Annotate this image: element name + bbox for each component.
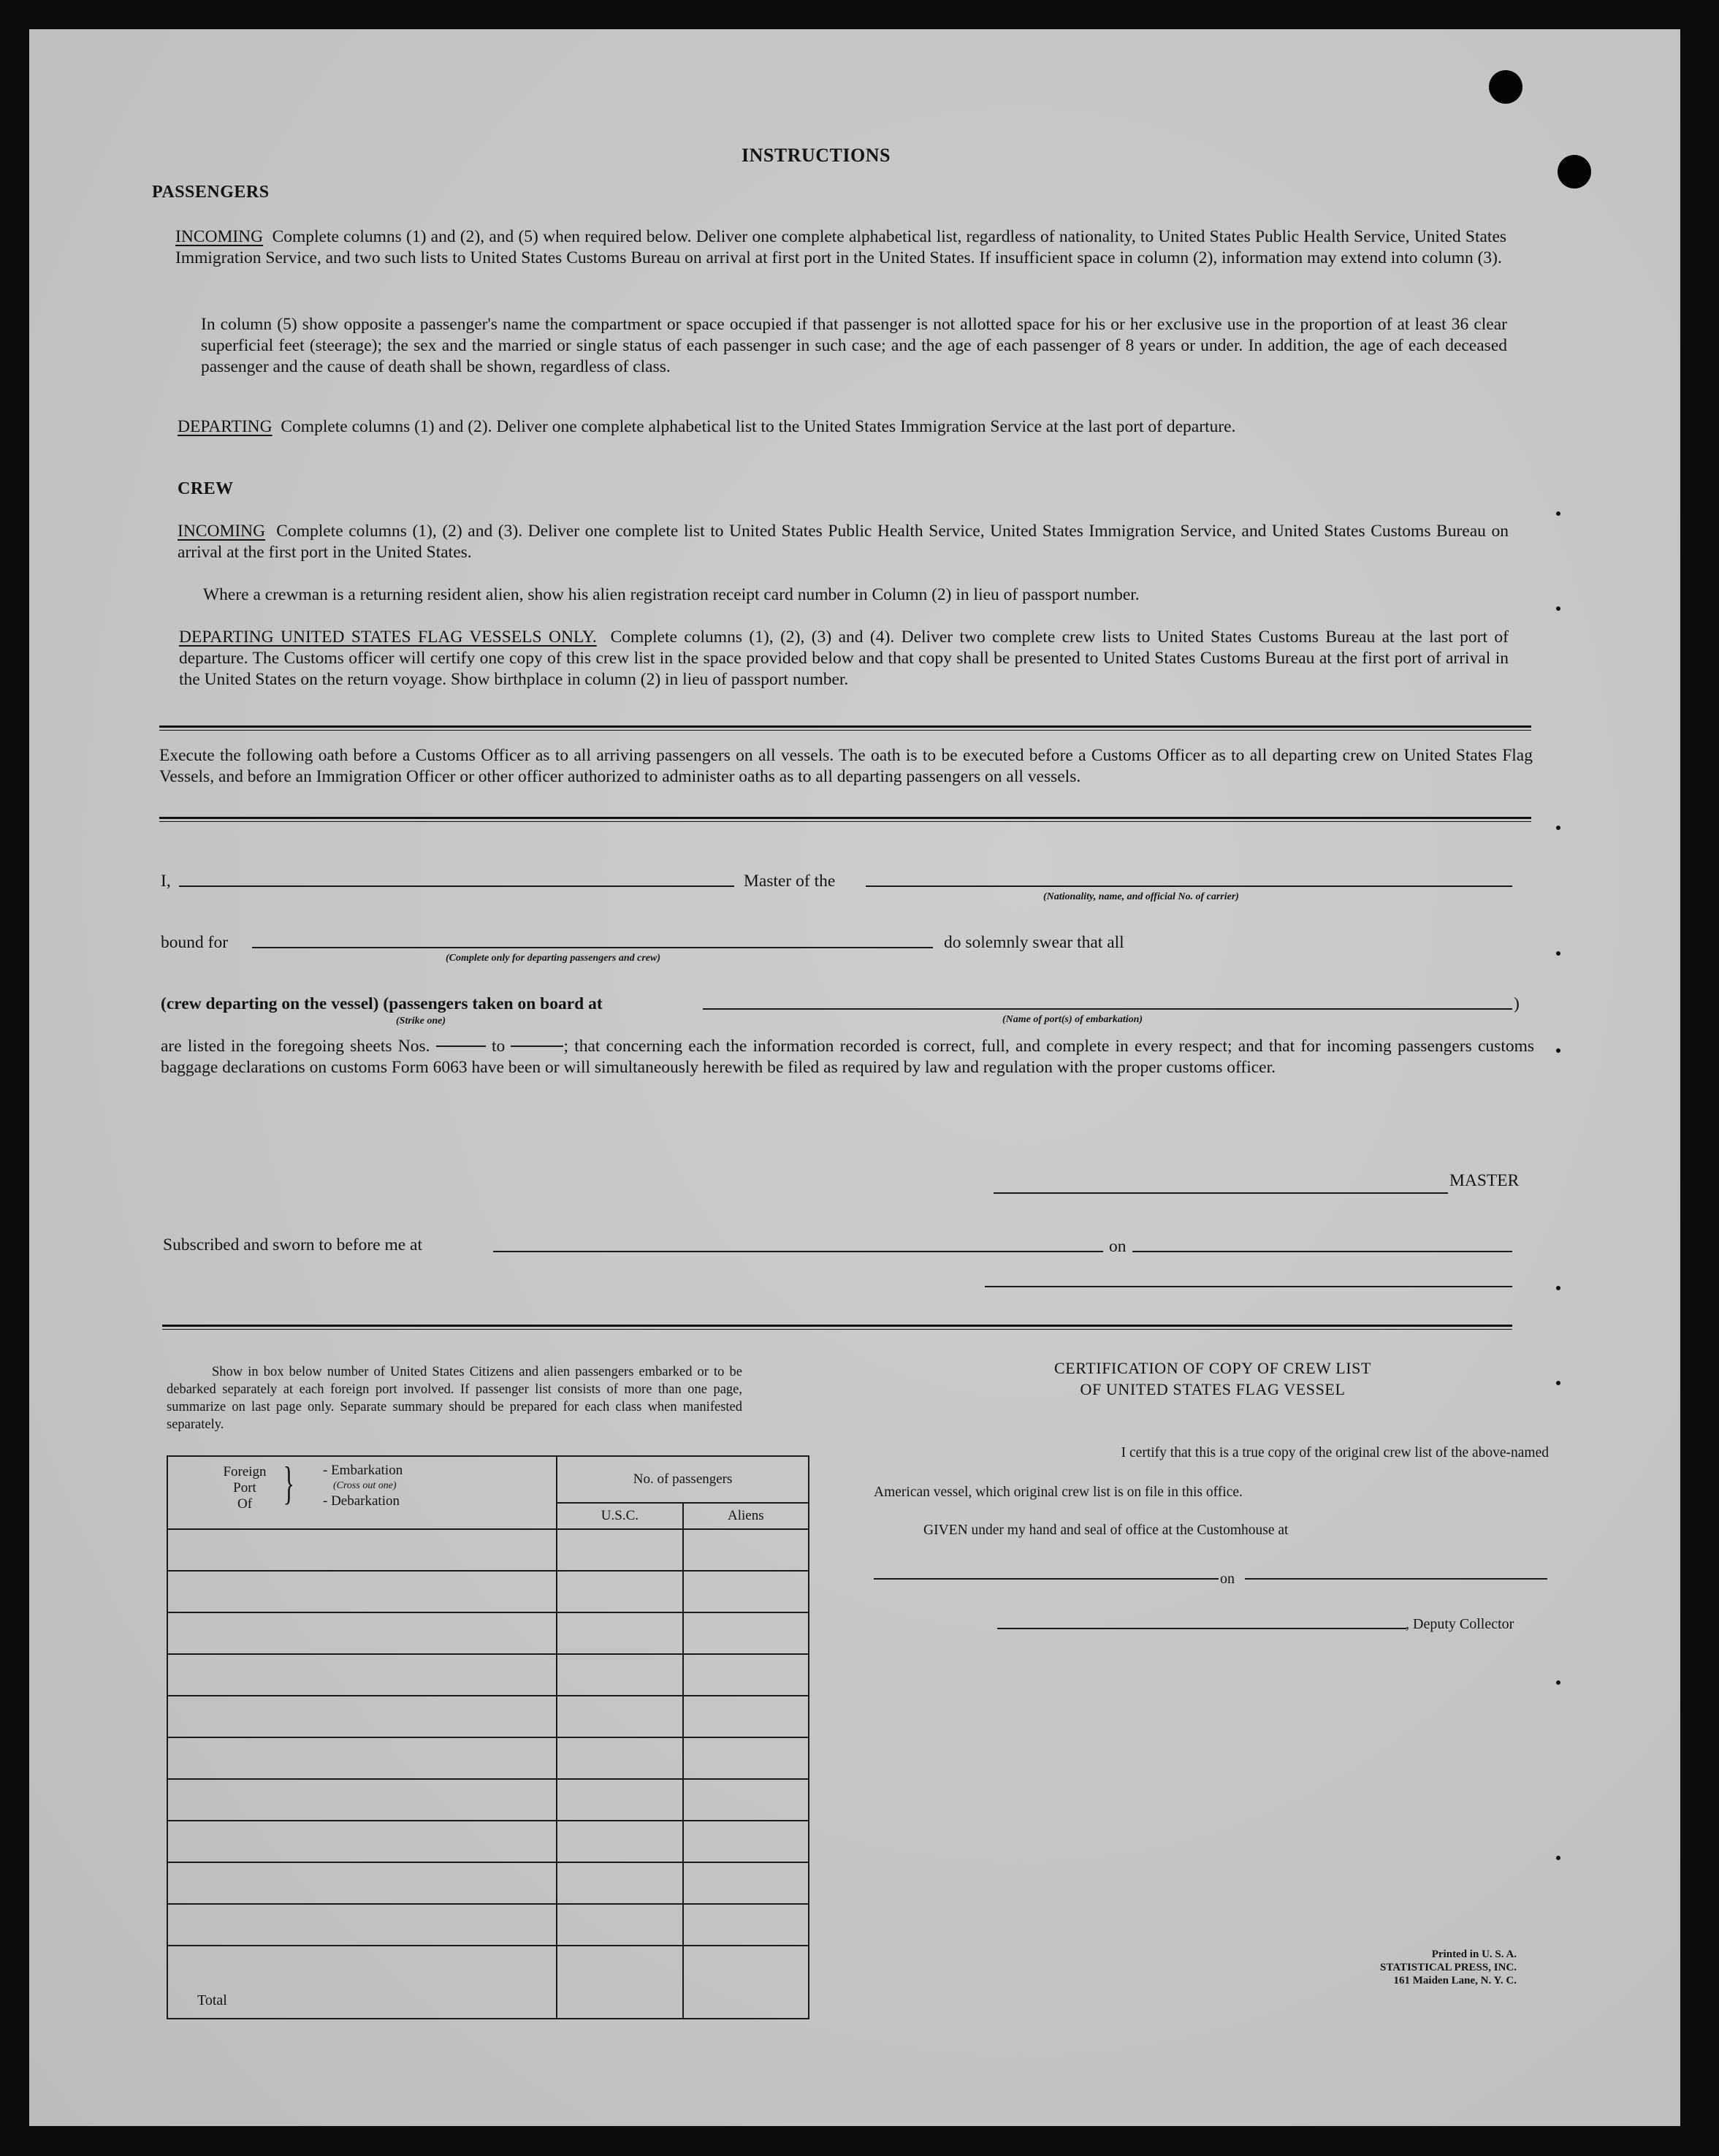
cert-title-line2: OF UNITED STATES FLAG VESSEL <box>1080 1380 1346 1398</box>
row-7-usc[interactable] <box>557 1779 682 1821</box>
subscribed-date-field[interactable] <box>1132 1251 1512 1252</box>
col-aliens: Aliens <box>683 1503 809 1529</box>
passengers-departing-block <box>178 416 1507 438</box>
crew-departing-block <box>179 627 1509 690</box>
row-8-aliens[interactable] <box>683 1821 809 1862</box>
margin-dot <box>1556 511 1560 516</box>
oath-crew-departing-text <box>161 994 603 1015</box>
divider-2b <box>159 821 1531 822</box>
passengers-column5-text: In column (5) show opposite a passenger's name the compartment or space occupied if that passenger is not allotted space for his or her exclusive use in the proportion of at least 36 clear superficial feet (steerage); the sex and the married or single status of each passenger in such case; and the age of each passenger of 8 years or under. In addition, the age of each deceased passenger and the cause of death shall be shown, regardless of class. <box>201 315 1507 376</box>
passengers-departing-text: Complete columns (1) and (2). Deliver one complete alphabetical list to the United States Immigration Service at the last port of departure. <box>281 417 1236 436</box>
col-port-line2: Port <box>233 1480 256 1496</box>
margin-dot <box>1556 951 1560 956</box>
printer-line1: Printed in U. S. A. <box>1431 1949 1517 1960</box>
close-paren: ) <box>1514 994 1520 1013</box>
divider-3 <box>162 1325 1512 1327</box>
master-label: MASTER <box>1449 1171 1520 1190</box>
oath-bound-for-label: bound for <box>161 933 229 952</box>
subscribed-label: Subscribed and sworn to before me at <box>163 1235 423 1254</box>
row-6-aliens[interactable] <box>683 1737 809 1779</box>
given-text: GIVEN under my hand and seal of office at the Customhouse at <box>923 1523 1289 1538</box>
cert-on-label: on <box>1220 1571 1235 1587</box>
customhouse-field[interactable] <box>874 1578 1219 1580</box>
strike-caption: (Strike one) <box>396 1016 446 1026</box>
certification-title <box>935 1357 1490 1400</box>
row-5-aliens[interactable] <box>683 1696 809 1737</box>
margin-dot <box>1556 826 1560 830</box>
sheets-label: are listed in the foregoing sheets Nos. <box>161 1037 430 1056</box>
row-2-port[interactable] <box>167 1571 557 1612</box>
crew-heading: CREW <box>178 479 234 498</box>
row-9-port[interactable] <box>167 1862 557 1904</box>
oath-i-label: I, <box>161 872 171 891</box>
cert-date-field[interactable] <box>1245 1578 1547 1580</box>
divider-2 <box>159 817 1531 819</box>
printer-imprint <box>1271 1948 1517 1987</box>
row-1-aliens[interactable] <box>683 1529 809 1571</box>
row-10-port[interactable] <box>167 1904 557 1946</box>
carrier-caption: (Nationality, name, and official No. of carrier) <box>1043 891 1239 902</box>
margin-dot <box>1556 1286 1560 1290</box>
margin-dot <box>1556 1856 1560 1860</box>
margin-dot <box>1556 1381 1560 1385</box>
row-4-aliens[interactable] <box>683 1654 809 1696</box>
row-4-port[interactable] <box>167 1654 557 1696</box>
embarkation-ports-field[interactable] <box>703 1008 1512 1010</box>
row-9-aliens[interactable] <box>683 1862 809 1904</box>
oath-swear-text: do solemnly swear that all <box>944 933 1124 952</box>
printer-line3: 161 Maiden Lane, N. Y. C. <box>1393 1975 1517 1987</box>
col-port-line3: Of <box>237 1496 253 1512</box>
brace-icon: } <box>283 1457 295 1509</box>
crew-incoming-label: INCOMING <box>178 522 266 541</box>
divider-1 <box>159 725 1531 728</box>
passenger-summary-table <box>167 1455 809 2019</box>
row-10-aliens[interactable] <box>683 1904 809 1946</box>
crew-resident-text: Where a crewman is a returning resident alien, show his alien registration receipt card number in Column (2) in lieu of passport number. <box>203 585 1140 604</box>
summary-instruction: Show in box below number of United States Citizens and alien passengers embarked or to be debarked separately at each foreign port involved. If passenger list consists of more than one page, summarize on last page only. Separate summary should be prepared for each class when manifested separately. <box>167 1365 742 1432</box>
embarkation-option: - Embarkation <box>323 1463 403 1478</box>
cert-title-line1: CERTIFICATION OF COPY OF CREW LIST <box>1053 1359 1372 1377</box>
total-usc[interactable] <box>557 1946 682 2019</box>
row-1-usc[interactable] <box>557 1529 682 1571</box>
row-3-port[interactable] <box>167 1612 557 1654</box>
to-label: to <box>491 1037 506 1056</box>
crew-departing-text: Complete columns (1), (2), (3) and (4). Deliver two complete crew lists to United States Customs Bureau at the last port of departure. The Customs officer will certify one copy of this crew list in the space provided below and that copy shall be presented to United States Customs Bureau at the first port of arrival in the United States on the return voyage. Show birthplace in column (2) in lieu of passport number. <box>179 628 1509 689</box>
row-4-usc[interactable] <box>557 1654 682 1696</box>
row-9-usc[interactable] <box>557 1862 682 1904</box>
row-8-port[interactable] <box>167 1821 557 1862</box>
crew-incoming-text: Complete columns (1), (2) and (3). Deliver one complete list to United States Public Health Service, United States Immigration Service, and United States Customs Bureau on arrival at the first port in the United States. <box>178 522 1509 562</box>
margin-dot <box>1556 1048 1560 1053</box>
margin-dot <box>1556 606 1560 611</box>
crew-incoming-block <box>178 521 1509 563</box>
divider-3b <box>162 1329 1512 1330</box>
deputy-signature-field[interactable] <box>997 1628 1406 1629</box>
row-7-port[interactable] <box>167 1779 557 1821</box>
passengers-incoming-text: Complete columns (1) and (2), and (5) when required below. Deliver one complete alphabetical list, regardless of nationality, to United States Public Health Service, United States Immigration Service, and two such lists to United States Customs Bureau on arrival at first port in the United States. If insufficient space in column (2), information may extend into column (3). <box>175 227 1507 267</box>
crew-departing-phrase: (crew departing on the vessel) (passengers taken on board at <box>161 994 603 1013</box>
bound-caption: (Complete only for departing passengers and crew) <box>446 953 660 964</box>
cross-out-caption: (Cross out one) <box>333 1480 397 1491</box>
row-6-port[interactable] <box>167 1737 557 1779</box>
passengers-departing-label: DEPARTING <box>178 417 272 436</box>
ports-caption: (Name of port(s) of embarkation) <box>1002 1014 1143 1025</box>
row-3-usc[interactable] <box>557 1612 682 1654</box>
printer-line2: STATISTICAL PRESS, INC. <box>1379 1962 1517 1973</box>
passengers-incoming-block <box>175 226 1506 269</box>
oath-master-of-label: Master of the <box>744 872 836 891</box>
form-page <box>29 29 1680 2126</box>
master-signature-field[interactable] <box>994 1192 1448 1194</box>
row-2-aliens[interactable] <box>683 1571 809 1612</box>
subscribed-on-label: on <box>1109 1237 1127 1256</box>
sheets-to-field[interactable] <box>511 1045 563 1047</box>
deputy-collector-label: , Deputy Collector <box>1406 1616 1514 1632</box>
row-5-usc[interactable] <box>557 1696 682 1737</box>
col-count: No. of passengers <box>557 1456 809 1503</box>
row-6-usc[interactable] <box>557 1737 682 1779</box>
col-usc: U.S.C. <box>557 1503 682 1529</box>
master-name-field[interactable] <box>179 885 734 887</box>
bound-for-field[interactable] <box>252 947 933 948</box>
total-aliens[interactable] <box>683 1946 809 2019</box>
passengers-heading: PASSENGERS <box>152 183 270 202</box>
oath-instruction: Execute the following oath before a Customs Officer as to all arriving passengers on all vessels. The oath is to be executed before a Customs Officer as to all departing crew on United States Flag Vessels, and before an Immigration Officer or other officer authorized to administer oaths as to all departing passengers on all vessels. <box>159 746 1533 786</box>
col-port-line1: Foreign <box>223 1464 267 1479</box>
sheets-text: ; that concerning each the information recorded is correct, full, and complete in every respect; and that for incoming passengers customs baggage declarations on customs Form 6063 have been or will simultaneously herewith be filed as required by law and regulation with the proper customs officer. <box>161 1037 1535 1077</box>
row-3-aliens[interactable] <box>683 1612 809 1654</box>
subscribed-place-field[interactable] <box>493 1251 1103 1252</box>
divider-1b <box>159 730 1531 731</box>
oath-sheets-line <box>161 1036 1534 1078</box>
crew-departing-label: DEPARTING UNITED STATES FLAG VESSELS ONLY. <box>179 628 597 647</box>
row-8-usc[interactable] <box>557 1821 682 1862</box>
passengers-incoming-label: INCOMING <box>175 227 264 246</box>
sheets-from-field[interactable] <box>436 1045 486 1047</box>
margin-dot <box>1556 1680 1560 1685</box>
row-2-usc[interactable] <box>557 1571 682 1612</box>
page-title: INSTRUCTIONS <box>742 145 891 166</box>
row-1-port[interactable] <box>167 1529 557 1571</box>
total-row-label <box>167 1946 557 2019</box>
debarkation-option: - Debarkation <box>323 1493 400 1509</box>
total-label: Total <box>197 1992 227 2008</box>
row-7-aliens[interactable] <box>683 1779 809 1821</box>
certify-line2: American vessel, which original crew list is on file in this office. <box>874 1485 1243 1500</box>
col-foreign-port <box>167 1456 557 1529</box>
row-5-port[interactable] <box>167 1696 557 1737</box>
certify-line1: I certify that this is a true copy of the original crew list of the above-named <box>1121 1445 1549 1460</box>
row-10-usc[interactable] <box>557 1904 682 1946</box>
carrier-field[interactable] <box>866 885 1512 887</box>
officer-signature-field[interactable] <box>985 1286 1512 1287</box>
